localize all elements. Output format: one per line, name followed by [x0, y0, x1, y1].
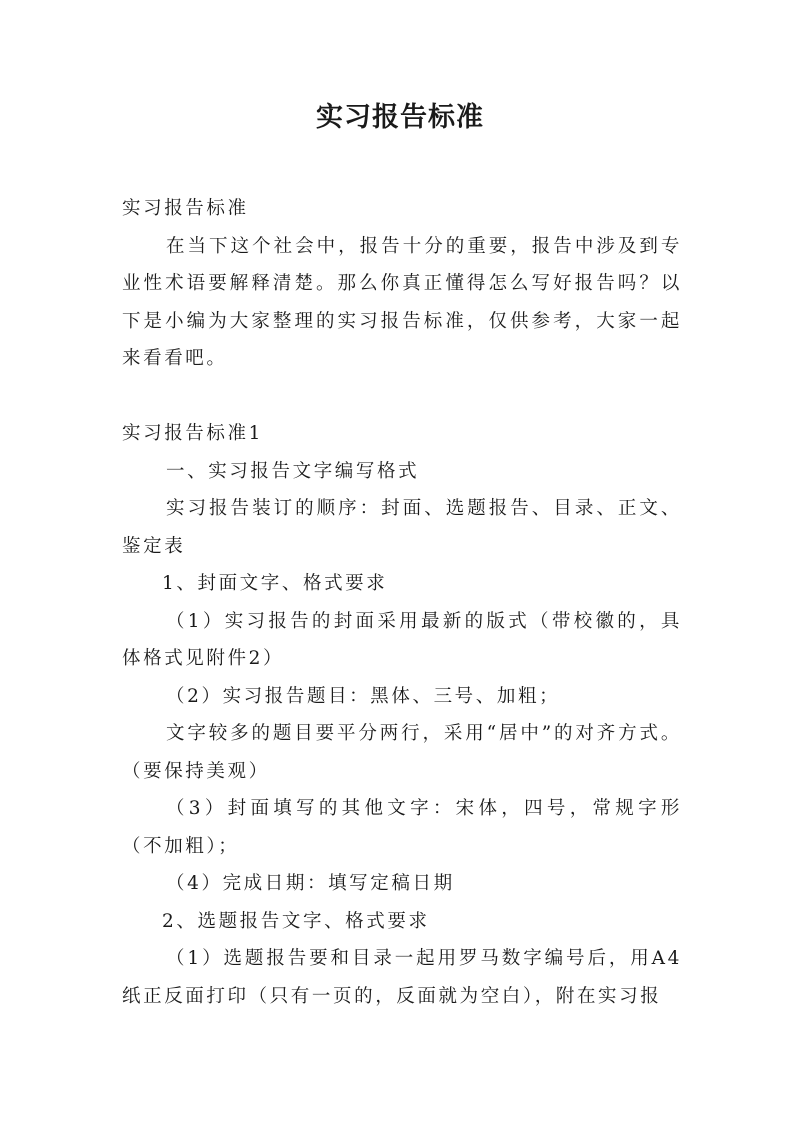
- paragraph: （3）封面填写的其他文字：宋体，四号，常规字形（不加粗）；: [122, 798, 682, 857]
- paragraph: 实习报告装订的顺序：封面、选题报告、目录、正文、鉴定表: [122, 498, 682, 557]
- section-heading: 实习报告标准: [122, 198, 249, 219]
- paragraph: 2、选题报告文字、格式要求: [162, 910, 430, 932]
- spacer: [122, 378, 682, 416]
- subsection-heading: 实习报告标准1: [122, 423, 263, 444]
- paragraph: 1、封面文字、格式要求: [162, 573, 388, 594]
- paragraph: （2）实习报告题目：黑体、三号、加粗；: [166, 685, 561, 707]
- document-body: [122, 190, 682, 1015]
- paragraph: 文字较多的题目要平分两行，采用“居中”的对齐方式。（要保持美观）: [122, 723, 682, 782]
- paragraph: （1）选题报告要和目录一起用罗马数字编号后，用A4纸正反面打印（只有一页的，反面就为空白），附在实习报: [122, 948, 682, 1007]
- document-title: 实习报告标准: [316, 102, 484, 133]
- paragraph: （4）完成日期：填写定稿日期: [166, 873, 455, 894]
- intro-paragraph: 在当下这个社会中，报告十分的重要，报告中涉及到专业性术语要解释清楚。那么你真正懂得怎么写好报告吗？以下是小编为大家整理的实习报告标准，仅供参考，大家一起来看看吧。: [122, 235, 682, 369]
- paragraph: （1）实习报告的封面采用最新的版式（带校徽的，具体格式见附件2）: [122, 610, 682, 669]
- paragraph: 一、实习报告文字编写格式: [166, 460, 420, 482]
